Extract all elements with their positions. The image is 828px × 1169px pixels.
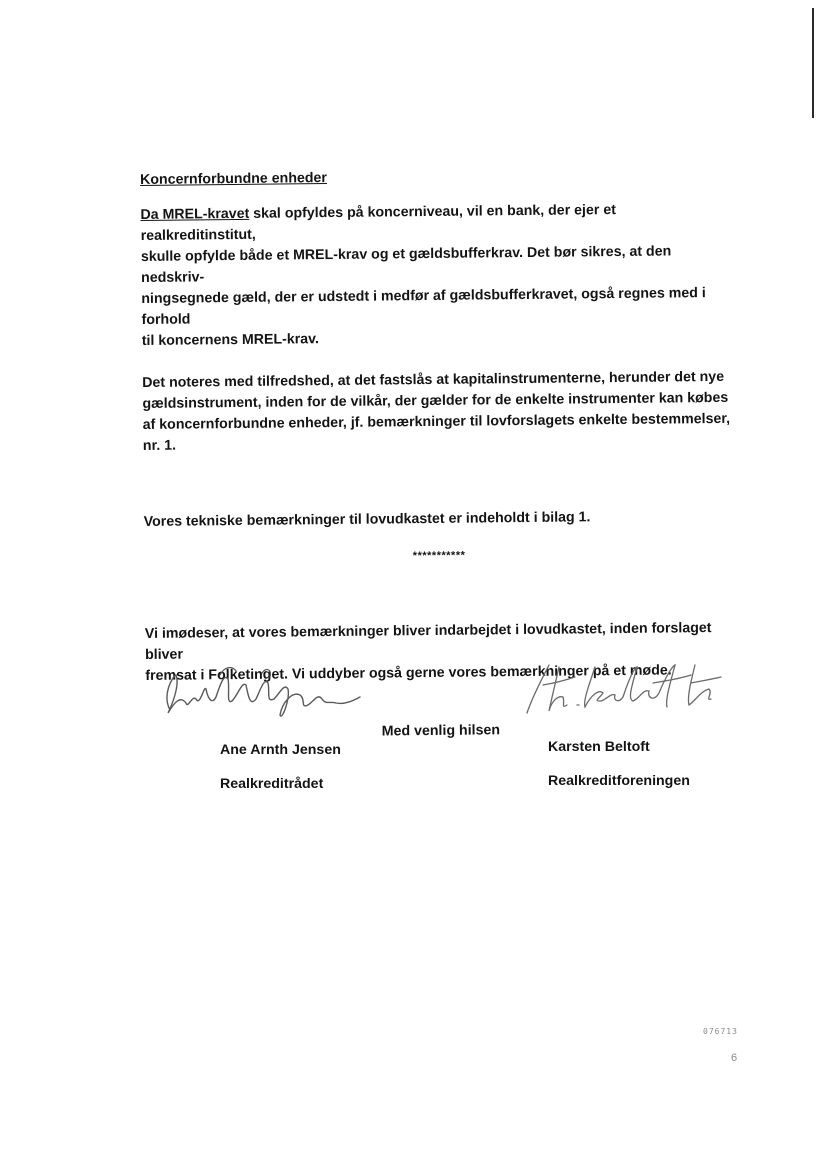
paragraph-text: ningsegnede gæld, der er udstedt i medfør af gældsbufferkravet, også regnes med i forhold [141,285,706,328]
signatory-name: Ane Arnth Jensen [220,742,341,758]
separator-stars: *********** [412,549,466,563]
closing-salutation: Med venlig hilsen [381,722,501,740]
paragraph-text: af koncernforbundne enheder, jf. bemærkninger til lovforslagets enkelte bestemmelser, [142,410,731,433]
signatory-left [220,740,341,794]
signatory-organization: Realkreditforeningen [548,773,690,789]
signatory-name: Karsten Beltoft [548,739,650,755]
paragraph-text: Det noteres med tilfredshed, at det fastslås at kapitalinstrumenterne, herunder det nye [142,368,725,391]
underlined-term: Da MREL-kravet [140,205,250,223]
signatory-right [548,737,690,791]
scan-edge-line [812,8,814,118]
section-heading: Koncernforbundne enheder [140,170,328,188]
signature-left-image [150,655,365,730]
signature-right-image [515,655,725,720]
paragraph-instruments [142,367,733,457]
paragraph-text: gældsinstrument, inden for de vilkår, der gælder for de enkelte instrumenter kan købes [142,389,729,412]
paragraph-text: nr. 1. [142,437,177,454]
paragraph-text: skulle opfylde både et MREL-krav og et gældsbufferkrav. Det bør sikres, at den nedskriv- [140,243,672,286]
paragraph-text: skal opfyldes på koncerniveau, vil en bank, der ejer et realkreditinstitut, [140,202,617,244]
paragraph-technical-remarks: Vores tekniske bemærkninger til lovudkastet er indeholdt i bilag 1. [143,509,591,530]
page-number: 6 [731,1052,738,1064]
paragraph-text: fremsat i Folketinget. Vi uddyber også gerne vores bemærkninger på et møde. [145,662,672,684]
signatory-organization: Realkreditrådet [220,776,324,792]
paragraph-mrel [140,199,732,352]
document-number: 076713 [703,1027,738,1036]
paragraph-text: Vi imødeser, at vores bemærkninger bliver indarbejdet i lovudkastet, inden forslaget bliver [144,620,712,663]
paragraph-text: til koncernens MREL-krav. [141,331,320,349]
